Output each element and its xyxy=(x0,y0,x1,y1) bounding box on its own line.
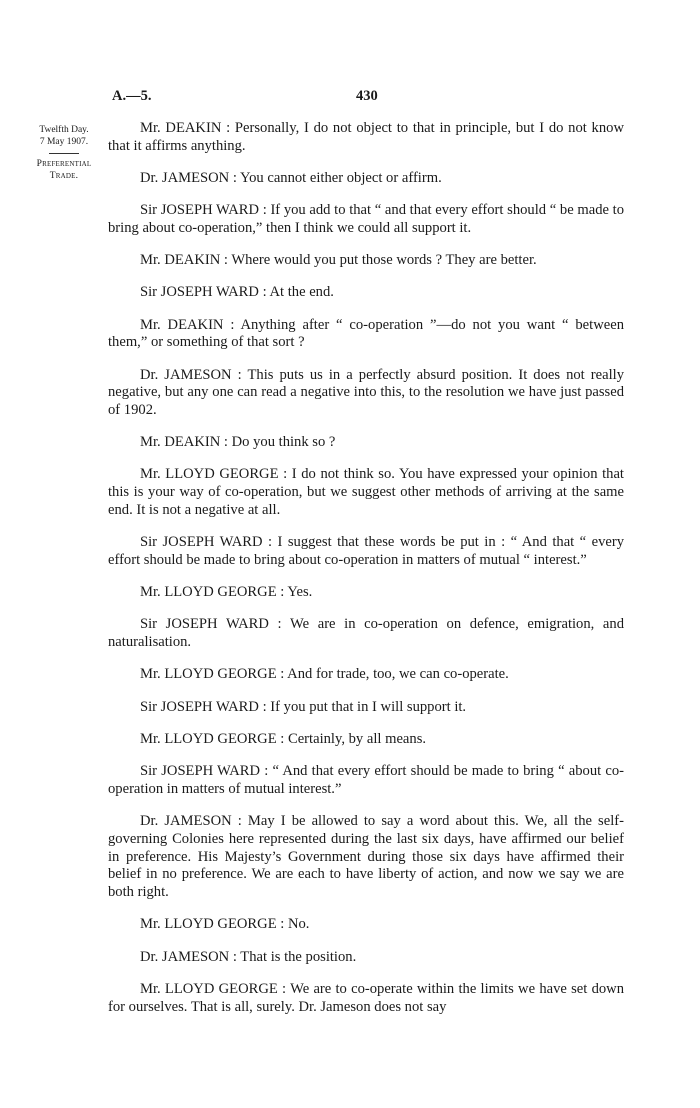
speech-text: I suggest that these words be put in : “ And that “ every effort should be made to bring about co-operation in matters of mutual “ interest.” xyxy=(108,534,625,569)
margin-note xyxy=(24,124,104,182)
paragraph: Sir JOSEPH WARD : If you put that in I will support it. xyxy=(140,698,467,715)
paragraph: Dr. JAMESON : That is the position. xyxy=(140,948,357,965)
speech-text: If you add to that “ and that every effort should “ be made to bring about co-operation,” then I think we could all support it. xyxy=(108,202,625,236)
speech-text: Do you think so ? xyxy=(231,434,336,451)
paragraph: Dr. JAMESON : You cannot either object or affirm. xyxy=(140,169,442,186)
paragraph: Sir JOSEPH WARD : At the end. xyxy=(140,284,334,301)
speaker-name: Mr. DEAKIN xyxy=(140,316,224,333)
speaker-name: Mr. DEAKIN xyxy=(140,120,222,136)
paragraph: Mr. DEAKIN : Do you think so ? xyxy=(140,434,336,451)
margin-topic-line2: Trade. xyxy=(49,171,79,181)
transcript-body xyxy=(108,120,624,1031)
speaker-name: Sir JOSEPH WARD xyxy=(140,762,261,779)
paragraph: Sir JOSEPH WARD : We are in co-operation on defence, emigration, and naturalisation. xyxy=(108,616,624,651)
speech-text: I do not think so. You have expressed your opinion that this is your way of co-operation, but we suggest other methods of arriving at the same end. It is not a negative at all. xyxy=(108,466,624,519)
series-label: A.—5. xyxy=(112,88,152,104)
speaker-name: Mr. LLOYD GEORGE xyxy=(140,730,277,747)
paragraph: Dr. JAMESON : May I be allowed to say a word about this. We, all the self-governing Colonies here represented during the last six days, have affirmed our belief in preference. His Majesty’s Government during those six days have affirmed their belief in no preference. We are each to have liberty of action, and now we say we are both right. xyxy=(108,812,624,901)
speaker-name: Dr. JAMESON xyxy=(140,169,230,186)
speaker-name: Sir JOSEPH WARD xyxy=(140,202,260,219)
speech-text: Personally, I do not object to that in principle, but I do not know that it affirms anything. xyxy=(108,120,624,154)
page-number: 430 xyxy=(356,88,378,104)
speech-text: And for trade, too, we can co-operate. xyxy=(287,666,509,683)
speaker-name: Dr. JAMESON xyxy=(140,948,230,965)
paragraph: Mr. DEAKIN : Personally, I do not object to that in principle, but I do not know that it affirms anything. xyxy=(108,120,624,154)
speaker-name: Mr. DEAKIN xyxy=(140,434,221,451)
paragraph: Mr. LLOYD GEORGE : No. xyxy=(140,916,310,933)
speech-text: If you put that in I will support it. xyxy=(270,698,467,715)
speaker-name: Sir JOSEPH WARD xyxy=(140,534,263,551)
speech-text: Where would you put those words ? They are better. xyxy=(231,252,537,269)
margin-date: 7 May 1907. xyxy=(39,137,89,147)
paragraph: Sir JOSEPH WARD : If you add to that “ and that every effort should “ be made to bring about co-operation,” then I think we could all support it. xyxy=(108,202,625,236)
speech-text: We are to co-operate within the limits we have set down for ourselves. That is all, surely. Dr. Jameson does not say xyxy=(108,980,625,1015)
paragraph: Mr. LLOYD GEORGE : Yes. xyxy=(140,584,313,601)
speech-text: Anything after “ co-operation ”—do not you want “ between them,” or something of that sort ? xyxy=(108,316,625,351)
paragraph: Mr. LLOYD GEORGE : Certainly, by all means. xyxy=(140,730,427,747)
speech-text: At the end. xyxy=(269,284,334,301)
paragraph: Sir JOSEPH WARD : I suggest that these words be put in : “ And that “ every effort should be made to bring about co-operation in matters of mutual “ interest.” xyxy=(108,534,625,569)
speech-text: We are in co-operation on defence, emigration, and naturalisation. xyxy=(108,616,624,651)
margin-divider xyxy=(49,153,79,154)
speech-text: No. xyxy=(287,916,310,933)
speech-text: You cannot either object or affirm. xyxy=(240,169,442,186)
speaker-name: Dr. JAMESON xyxy=(140,812,232,829)
page-header xyxy=(0,88,700,112)
speaker-name: Mr. LLOYD GEORGE xyxy=(140,916,277,933)
speaker-name: Mr. LLOYD GEORGE xyxy=(140,466,279,483)
speech-text: “ And that every effort should be made to bring “ about co-operation in matters of mutual interest.” xyxy=(108,762,624,797)
paragraph: Mr. LLOYD GEORGE : I do not think so. You have expressed your opinion that this is your way of co-operation, but we suggest other methods of arriving at the same end. It is not a negative at all. xyxy=(108,466,624,519)
speech-text: May I be allowed to say a word about this. We, all the self-governing Colonies here represented during the last six days, have affirmed our belief in preference. His Majesty’s Government during those six days have affirmed their belief in no preference. We are each to have liberty of action, and now we say we are both right. xyxy=(108,812,624,901)
speaker-name: Sir JOSEPH WARD xyxy=(140,616,269,633)
paragraph: Mr. DEAKIN : Anything after “ co-operation ”—do not you want “ between them,” or something of that sort ? xyxy=(108,316,625,351)
paragraph: Mr. LLOYD GEORGE : And for trade, too, we can co-operate. xyxy=(140,666,509,683)
speaker-name: Mr. LLOYD GEORGE xyxy=(140,584,277,601)
paragraph: Mr. DEAKIN : Where would you put those words ? They are better. xyxy=(140,252,537,269)
margin-topic-line1: Preferential xyxy=(36,159,92,169)
speaker-name: Dr. JAMESON xyxy=(140,366,232,383)
paragraph: Sir JOSEPH WARD : “ And that every effort should be made to bring “ about co-operation in matters of mutual interest.” xyxy=(108,762,624,797)
speaker-name: Mr. LLOYD GEORGE xyxy=(140,980,278,997)
paragraph: Dr. JAMESON : This puts us in a perfectly absurd position. It does not really negative, but any one can read a negative into this, to the resolution we have just passed of 1902. xyxy=(108,366,625,419)
speaker-name: Sir JOSEPH WARD xyxy=(140,698,259,715)
speech-text: This puts us in a perfectly absurd position. It does not really negative, but any one can read a negative into this, to the resolution we have just passed of 1902. xyxy=(108,366,625,419)
speaker-name: Mr. DEAKIN xyxy=(140,252,221,269)
margin-day: Twelfth Day. xyxy=(39,125,89,135)
speaker-name: Sir JOSEPH WARD xyxy=(140,284,259,301)
speech-text: Yes. xyxy=(287,584,313,601)
paragraph: Mr. LLOYD GEORGE : We are to co-operate within the limits we have set down for ourselves. That is all, surely. Dr. Jameson does not say xyxy=(108,980,625,1015)
speaker-name: Mr. LLOYD GEORGE xyxy=(140,666,277,683)
speech-text: Certainly, by all means. xyxy=(287,730,427,747)
speech-text: That is the position. xyxy=(240,948,357,965)
